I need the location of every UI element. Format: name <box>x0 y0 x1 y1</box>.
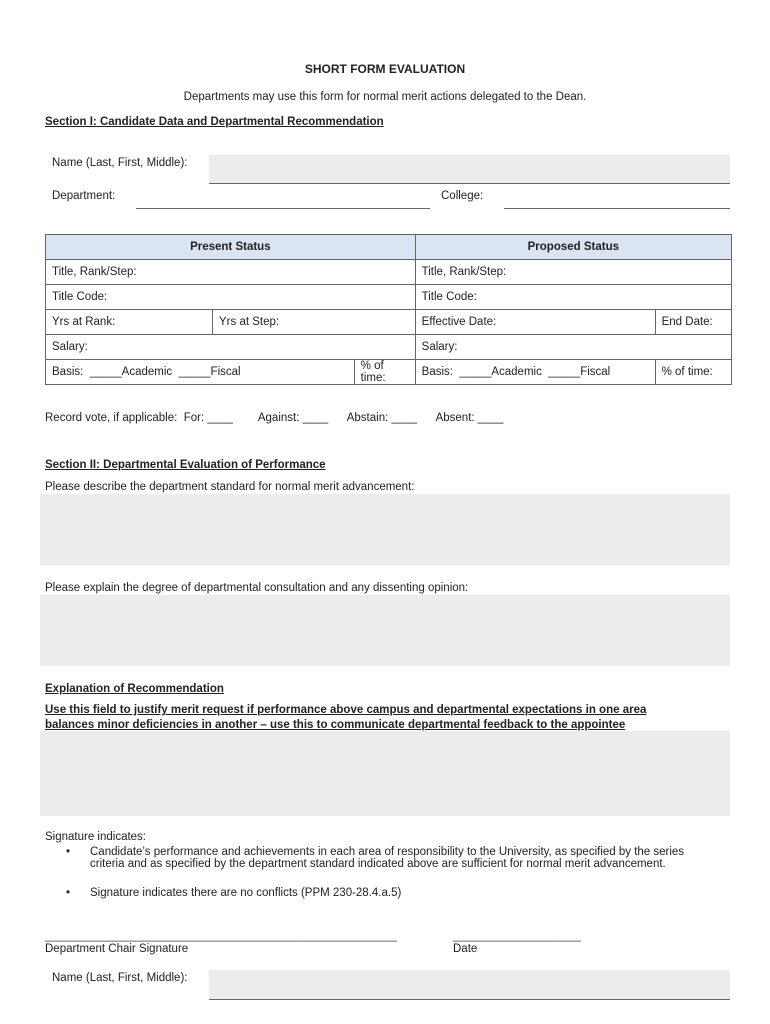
chair-name-field[interactable] <box>209 970 730 1000</box>
present-status-header: Present Status <box>46 235 416 260</box>
college-label: College: <box>441 190 484 202</box>
section1-heading: Section I: Candidate Data and Departmental Recommendation <box>45 116 384 128</box>
bullet-item <box>66 887 402 899</box>
proposed-title-rank-step[interactable]: Title, Rank/Step: <box>415 260 731 285</box>
date-label: Date <box>453 943 478 955</box>
present-title-code[interactable]: Title Code: <box>46 285 416 310</box>
present-title-rank-step[interactable]: Title, Rank/Step: <box>46 260 416 285</box>
proposed-salary[interactable]: Salary: <box>415 335 731 360</box>
section2-heading: Section II: Departmental Evaluation of Performance <box>45 459 326 471</box>
signature-indicates: Signature indicates: <box>45 831 147 843</box>
proposed-end-date[interactable]: End Date: <box>655 310 731 335</box>
explanation-heading: Explanation of Recommendation <box>45 683 224 695</box>
explanation-instruction-1: Use this field to justify merit request if performance above campus and departmental expectations in one area <box>45 704 647 716</box>
bullet2: Signature indicates there are no conflicts (PPM 230-28.4.a.5) <box>90 887 402 899</box>
present-yrs-at-rank[interactable]: Yrs at Rank: <box>46 310 213 335</box>
chair-signature-line[interactable]: _______________________________________________________ <box>45 930 397 942</box>
present-salary[interactable]: Salary: <box>46 335 416 360</box>
proposed-effective-date[interactable]: Effective Date: <box>415 310 655 335</box>
standard-prompt: Please describe the department standard for normal merit advancement: <box>45 481 415 493</box>
proposed-basis[interactable]: Basis: _____Academic _____Fiscal <box>415 360 655 385</box>
page-subtitle: Departments may use this form for normal merit actions delegated to the Dean. <box>183 91 587 103</box>
date-line[interactable]: ____________________ <box>453 930 581 942</box>
record-vote: Record vote, if applicable: For: ____ Against: ____ Abstain: ____ Absent: ____ <box>45 412 504 424</box>
present-basis[interactable]: Basis: _____Academic _____Fiscal <box>46 360 355 385</box>
bullet1-line2: criteria and as specified by the department standard indicated above are sufficient for normal merit advancement. <box>90 858 666 870</box>
page-title: SHORT FORM EVALUATION <box>304 62 466 76</box>
department-label: Department: <box>52 190 116 202</box>
consultation-prompt: Please explain the degree of departmental consultation and any dissenting opinion: <box>45 582 469 594</box>
explanation-textarea[interactable] <box>40 731 730 816</box>
present-percent-time[interactable]: % of time: <box>354 360 415 385</box>
department-field[interactable] <box>136 208 430 209</box>
present-yrs-at-step[interactable]: Yrs at Step: <box>213 310 416 335</box>
name-label: Name (Last, First, Middle): <box>52 157 188 169</box>
explanation-instruction-2: balances minor deficiencies in another – use this to communicate departmental feedback to the appointee <box>45 719 626 731</box>
proposed-title-code[interactable]: Title Code: <box>415 285 731 310</box>
chair-name-label: Name (Last, First, Middle): <box>52 972 188 984</box>
consultation-textarea[interactable] <box>40 595 730 666</box>
name-field[interactable] <box>209 155 730 184</box>
bullet-icon: • <box>66 846 71 858</box>
proposed-percent-time[interactable]: % of time: <box>655 360 731 385</box>
college-field[interactable] <box>504 208 730 209</box>
proposed-status-header: Proposed Status <box>415 235 731 260</box>
status-table <box>45 234 732 385</box>
chair-signature-label: Department Chair Signature <box>45 943 189 955</box>
bullet-item <box>66 846 685 870</box>
standard-textarea[interactable] <box>40 494 730 565</box>
bullet1-line1: Candidate’s performance and achievements in each area of responsibility to the University, as specified by the series <box>90 846 685 858</box>
bullet-icon: • <box>66 887 71 899</box>
